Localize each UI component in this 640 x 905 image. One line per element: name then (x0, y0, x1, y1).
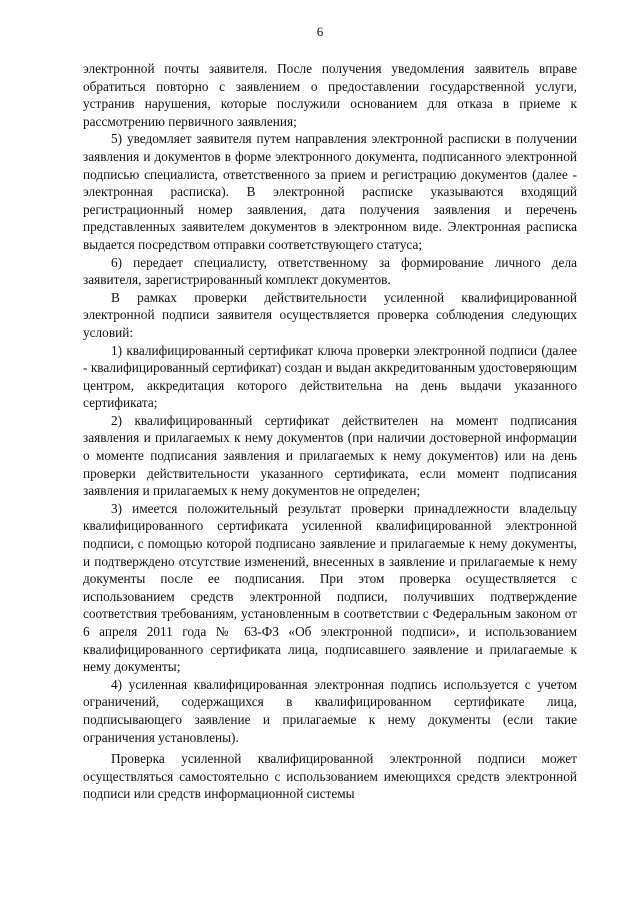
paragraph-2: 5) уведомляет заявителя путем направления электронной расписки в получении заявления и документов в форме электронного документа, подписанного электронной подписью специалиста, ответственного за прием и регистрацию документов (далее - электронная расписка). В электронной расписке указываются входящий регистрационный номер заявления, дата получения заявления и перечень представленных заявителем документов в электронном виде. Электронная расписка выдается посредством отправки соответствующего статуса; (83, 131, 577, 252)
paragraph-3: 6) передает специалисту, ответственному за формирование личного дела заявителя, зарегистрированный комплект документов. (83, 254, 577, 288)
document-body (83, 60, 577, 803)
page-number: 6 (316, 24, 324, 39)
paragraph-6: 2) квалифицированный сертификат действителен на момент подписания заявления и прилагаемых к нему документов (при наличии достоверной информации о моменте подписания заявления и прилагаемых к нему документов) или на день проверки действительности указанного сертификата, если момент подписания заявления и прилагаемых к нему документов не определен; (83, 412, 577, 499)
paragraph-9: Проверка усиленной квалифицированной электронной подписи может осуществляться самостоятельно с использованием имеющихся средств электронной подписи или средств информационной системы (83, 751, 577, 802)
paragraph-7: 3) имеется положительный результат проверки принадлежности владельцу квалифицированного сертификата усиленной квалифицированной электронной подписи, с помощью которой подписано заявление и прилагаемые к нему документы, и подтверждено отсутствие изменений, внесенных в заявление и прилагаемые к нему документы после ее подписания. При этом проверка осуществляется с использованием средств электронной подписи, получивших подтверждение соответствия требованиям, установленным в соответствии с Федеральным законом от 6 апреля 2011 года № 63-ФЗ «Об электронной подписи», и использованием квалифицированного сертификата лица, подписавшего заявление и прилагаемые к нему документы; (83, 500, 577, 675)
paragraph-5: 1) квалифицированный сертификат ключа проверки электронной подписи (далее - квалифицированный сертификат) создан и выдан аккредитованным удостоверяющим центром, аккредитация которого действительна на день выдачи указанного сертификата; (83, 342, 577, 411)
paragraph-1: электронной почты заявителя. После получения уведомления заявитель вправе обратиться повторно с заявлением о предоставлении государственной услуги, устранив нарушения, которые послужили основанием для отказа в приеме к рассмотрению первичного заявления; (83, 61, 577, 129)
paragraph-4: В рамках проверки действительности усиленной квалифицированной электронной подписи заявителя осуществляется проверка соблюдения следующих условий: (83, 289, 577, 340)
paragraph-8: 4) усиленная квалифицированная электронная подпись используется с учетом ограничений, содержащихся в квалифицированном сертификате лица, подписывающего заявление и прилагаемые к нему документы (если такие ограничения установлены). (83, 676, 577, 745)
